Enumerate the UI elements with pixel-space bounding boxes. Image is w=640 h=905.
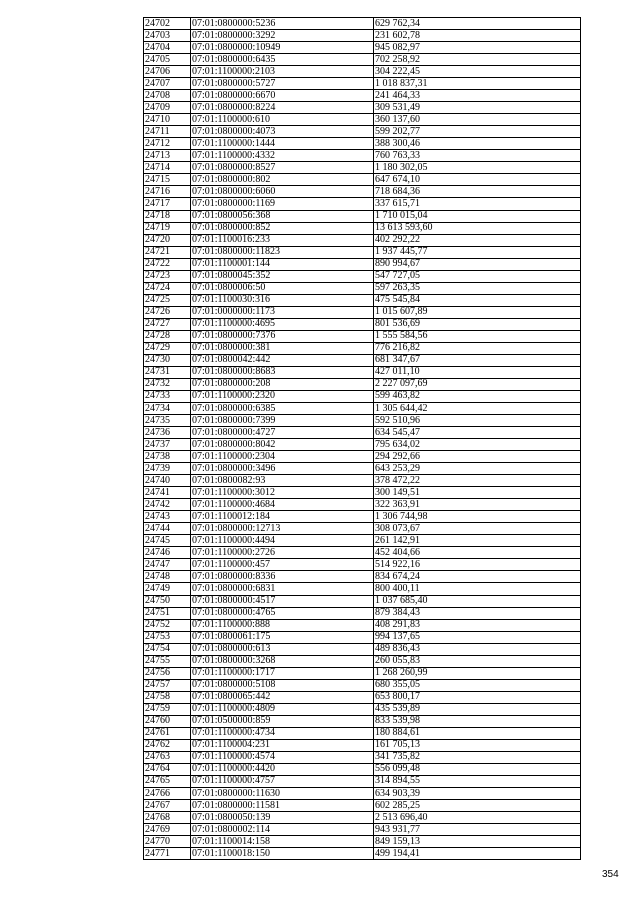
value-cell: 634 545,47 (374, 427, 581, 439)
value-cell: 161 705,13 (374, 739, 581, 751)
row-number-cell: 24708 (144, 90, 191, 102)
value-cell: 408 291,83 (374, 619, 581, 631)
value-cell: 634 903,39 (374, 788, 581, 800)
value-cell: 879 384,43 (374, 607, 581, 619)
cadastral-number-cell: 07:01:0800000:613 (191, 643, 374, 655)
cadastral-number-cell: 07:01:1100000:3012 (191, 487, 374, 499)
row-number-cell: 24766 (144, 788, 191, 800)
cadastral-number-cell: 07:01:0800045:352 (191, 270, 374, 282)
row-number-cell: 24727 (144, 318, 191, 330)
row-number-cell: 24744 (144, 523, 191, 535)
row-number-cell: 24733 (144, 390, 191, 402)
row-number-cell: 24713 (144, 150, 191, 162)
table-row (144, 559, 581, 571)
value-cell: 261 142,91 (374, 535, 581, 547)
row-number-cell: 24721 (144, 246, 191, 258)
table-row (144, 775, 581, 787)
cadastral-number-cell: 07:01:1100000:2320 (191, 390, 374, 402)
cadastral-number-cell: 07:01:0800000:8527 (191, 162, 374, 174)
row-number-cell: 24702 (144, 18, 191, 30)
table-row (144, 788, 581, 800)
value-cell: 1 937 445,77 (374, 246, 581, 258)
value-cell: 834 674,24 (374, 571, 581, 583)
table-row (144, 727, 581, 739)
row-number-cell: 24719 (144, 222, 191, 234)
value-cell: 514 922,16 (374, 559, 581, 571)
row-number-cell: 24735 (144, 415, 191, 427)
table-row (144, 631, 581, 643)
cadastral-number-cell: 07:01:0800000:11581 (191, 800, 374, 812)
value-cell: 945 082,97 (374, 42, 581, 54)
value-cell: 592 510,96 (374, 415, 581, 427)
cadastral-number-cell: 07:01:0800000:3292 (191, 30, 374, 42)
cadastral-number-cell: 07:01:1100000:4695 (191, 318, 374, 330)
cadastral-number-cell: 07:01:1100000:2726 (191, 547, 374, 559)
cadastral-number-cell: 07:01:1100000:1717 (191, 667, 374, 679)
table-row (144, 102, 581, 114)
table-row (144, 607, 581, 619)
row-number-cell: 24758 (144, 691, 191, 703)
table-row (144, 174, 581, 186)
row-number-cell: 24711 (144, 126, 191, 138)
table-row (144, 90, 581, 102)
row-number-cell: 24722 (144, 258, 191, 270)
cadastral-number-cell: 07:01:0800000:10949 (191, 42, 374, 54)
cadastral-number-cell: 07:01:0800000:7376 (191, 330, 374, 342)
cadastral-number-cell: 07:01:1100000:4757 (191, 775, 374, 787)
cadastral-number-cell: 07:01:1100000:4494 (191, 535, 374, 547)
cadastral-number-cell: 07:01:0800000:4517 (191, 595, 374, 607)
table-row (144, 30, 581, 42)
row-number-cell: 24754 (144, 643, 191, 655)
value-cell: 943 931,77 (374, 824, 581, 836)
row-number-cell: 24771 (144, 848, 191, 860)
table-row (144, 330, 581, 342)
cadastral-number-cell: 07:01:0800000:6670 (191, 90, 374, 102)
value-cell: 300 149,51 (374, 487, 581, 499)
value-cell: 489 836,43 (374, 643, 581, 655)
table-row (144, 583, 581, 595)
cadastral-number-cell: 07:01:0800002:114 (191, 824, 374, 836)
row-number-cell: 24731 (144, 366, 191, 378)
row-number-cell: 24757 (144, 679, 191, 691)
table-row (144, 366, 581, 378)
value-cell: 833 539,98 (374, 715, 581, 727)
value-cell: 231 602,78 (374, 30, 581, 42)
row-number-cell: 24736 (144, 427, 191, 439)
value-cell: 795 634,02 (374, 439, 581, 451)
table-row (144, 198, 581, 210)
cadastral-number-cell: 07:01:0800000:4073 (191, 126, 374, 138)
row-number-cell: 24748 (144, 571, 191, 583)
table-row (144, 812, 581, 824)
table-row (144, 667, 581, 679)
row-number-cell: 24729 (144, 342, 191, 354)
row-number-cell: 24768 (144, 812, 191, 824)
table-row (144, 523, 581, 535)
row-number-cell: 24732 (144, 378, 191, 390)
row-number-cell: 24763 (144, 751, 191, 763)
row-number-cell: 24717 (144, 198, 191, 210)
row-number-cell: 24723 (144, 270, 191, 282)
table-row (144, 342, 581, 354)
value-cell: 629 762,34 (374, 18, 581, 30)
table-row (144, 643, 581, 655)
cadastral-number-cell: 07:01:0800050:139 (191, 812, 374, 824)
table-row (144, 54, 581, 66)
table-row (144, 595, 581, 607)
cadastral-number-cell: 07:01:1100000:2103 (191, 66, 374, 78)
row-number-cell: 24756 (144, 667, 191, 679)
value-cell: 602 285,25 (374, 800, 581, 812)
row-number-cell: 24741 (144, 487, 191, 499)
cadastral-number-cell: 07:01:1100000:457 (191, 559, 374, 571)
table-row (144, 511, 581, 523)
cadastral-number-cell: 07:01:0800000:4727 (191, 427, 374, 439)
value-cell: 360 137,60 (374, 114, 581, 126)
value-cell: 681 347,67 (374, 354, 581, 366)
table-row (144, 848, 581, 860)
table-row (144, 126, 581, 138)
row-number-cell: 24737 (144, 439, 191, 451)
cadastral-number-cell: 07:01:0800000:6435 (191, 54, 374, 66)
table-row (144, 475, 581, 487)
cadastral-number-cell: 07:01:1100001:144 (191, 258, 374, 270)
row-number-cell: 24745 (144, 535, 191, 547)
row-number-cell: 24769 (144, 824, 191, 836)
table-row (144, 234, 581, 246)
cadastral-number-cell: 07:01:1100000:4809 (191, 703, 374, 715)
cadastral-number-cell: 07:01:0800000:5727 (191, 78, 374, 90)
row-number-cell: 24760 (144, 715, 191, 727)
value-cell: 402 292,22 (374, 234, 581, 246)
table-row (144, 138, 581, 150)
table-row (144, 306, 581, 318)
row-number-cell: 24703 (144, 30, 191, 42)
table-row (144, 162, 581, 174)
cadastral-number-cell: 07:01:0800082:93 (191, 475, 374, 487)
cadastral-number-cell: 07:01:0800000:3496 (191, 463, 374, 475)
table-row (144, 78, 581, 90)
row-number-cell: 24751 (144, 607, 191, 619)
cadastral-number-cell: 07:01:0800000:11823 (191, 246, 374, 258)
cadastral-number-cell: 07:01:1100000:4332 (191, 150, 374, 162)
value-cell: 304 222,45 (374, 66, 581, 78)
value-cell: 776 216,82 (374, 342, 581, 354)
table-row (144, 715, 581, 727)
cadastral-number-cell: 07:01:0800042:442 (191, 354, 374, 366)
value-cell: 556 099,48 (374, 763, 581, 775)
row-number-cell: 24764 (144, 763, 191, 775)
cadastral-number-cell: 07:01:0800000:381 (191, 342, 374, 354)
table-row (144, 535, 581, 547)
table-row (144, 258, 581, 270)
table-row (144, 487, 581, 499)
value-cell: 597 263,35 (374, 282, 581, 294)
row-number-cell: 24705 (144, 54, 191, 66)
table-row (144, 210, 581, 222)
row-number-cell: 24749 (144, 583, 191, 595)
value-cell: 801 536,69 (374, 318, 581, 330)
row-number-cell: 24747 (144, 559, 191, 571)
value-cell: 1 037 685,40 (374, 595, 581, 607)
row-number-cell: 24734 (144, 403, 191, 415)
table-row (144, 246, 581, 258)
value-cell: 890 994,67 (374, 258, 581, 270)
table-row (144, 282, 581, 294)
cadastral-number-cell: 07:01:0800000:5236 (191, 18, 374, 30)
row-number-cell: 24746 (144, 547, 191, 559)
table-row (144, 427, 581, 439)
value-cell: 322 363,91 (374, 499, 581, 511)
table-row (144, 836, 581, 848)
cadastral-number-cell: 07:01:0800000:6831 (191, 583, 374, 595)
cadastral-number-cell: 07:01:0800000:802 (191, 174, 374, 186)
value-cell: 599 463,82 (374, 390, 581, 402)
cadastral-number-cell: 07:01:1100004:231 (191, 739, 374, 751)
row-number-cell: 24762 (144, 739, 191, 751)
row-number-cell: 24765 (144, 775, 191, 787)
value-cell: 2 227 097,69 (374, 378, 581, 390)
cadastral-number-cell: 07:01:0800000:6385 (191, 403, 374, 415)
value-cell: 653 800,17 (374, 691, 581, 703)
cadastral-number-cell: 07:01:0800000:208 (191, 378, 374, 390)
row-number-cell: 24712 (144, 138, 191, 150)
row-number-cell: 24714 (144, 162, 191, 174)
table-row (144, 800, 581, 812)
table-row (144, 150, 581, 162)
cadastral-number-cell: 07:01:1100000:1444 (191, 138, 374, 150)
value-cell: 599 202,77 (374, 126, 581, 138)
table-row (144, 294, 581, 306)
row-number-cell: 24739 (144, 463, 191, 475)
value-cell: 388 300,46 (374, 138, 581, 150)
cadastral-number-cell: 07:01:0800000:8042 (191, 439, 374, 451)
value-cell: 1 710 015,04 (374, 210, 581, 222)
table-row (144, 403, 581, 415)
cadastral-number-cell: 07:01:1100000:4420 (191, 763, 374, 775)
value-cell: 849 159,13 (374, 836, 581, 848)
cadastral-number-cell: 07:01:0800061:175 (191, 631, 374, 643)
table-row (144, 499, 581, 511)
data-table (143, 17, 581, 860)
value-cell: 499 194,41 (374, 848, 581, 860)
table-row (144, 222, 581, 234)
row-number-cell: 24716 (144, 186, 191, 198)
row-number-cell: 24752 (144, 619, 191, 631)
value-cell: 180 884,61 (374, 727, 581, 739)
value-cell: 452 404,66 (374, 547, 581, 559)
cadastral-number-cell: 07:01:1100030:316 (191, 294, 374, 306)
table-row (144, 547, 581, 559)
row-number-cell: 24759 (144, 703, 191, 715)
value-cell: 800 400,11 (374, 583, 581, 595)
value-cell: 241 464,33 (374, 90, 581, 102)
cadastral-number-cell: 07:01:0500000:859 (191, 715, 374, 727)
row-number-cell: 24710 (144, 114, 191, 126)
value-cell: 994 137,65 (374, 631, 581, 643)
table-row (144, 751, 581, 763)
table-row (144, 463, 581, 475)
cadastral-number-cell: 07:01:0800000:7399 (191, 415, 374, 427)
table-row (144, 439, 581, 451)
cadastral-number-cell: 07:01:1100000:2304 (191, 451, 374, 463)
row-number-cell: 24718 (144, 210, 191, 222)
value-cell: 647 674,10 (374, 174, 581, 186)
row-number-cell: 24738 (144, 451, 191, 463)
value-cell: 643 253,29 (374, 463, 581, 475)
value-cell: 1 306 744,98 (374, 511, 581, 523)
value-cell: 337 615,71 (374, 198, 581, 210)
table-row (144, 679, 581, 691)
row-number-cell: 24730 (144, 354, 191, 366)
row-number-cell: 24709 (144, 102, 191, 114)
value-cell: 378 472,22 (374, 475, 581, 487)
cadastral-number-cell: 07:01:0800000:12713 (191, 523, 374, 535)
value-cell: 427 011,10 (374, 366, 581, 378)
value-cell: 702 258,92 (374, 54, 581, 66)
cadastral-number-cell: 07:01:0800065:442 (191, 691, 374, 703)
table-row (144, 186, 581, 198)
table-row (144, 619, 581, 631)
value-cell: 760 763,33 (374, 150, 581, 162)
value-cell: 475 545,84 (374, 294, 581, 306)
row-number-cell: 24720 (144, 234, 191, 246)
row-number-cell: 24726 (144, 306, 191, 318)
value-cell: 294 292,66 (374, 451, 581, 463)
row-number-cell: 24750 (144, 595, 191, 607)
table-row (144, 691, 581, 703)
value-cell: 341 735,82 (374, 751, 581, 763)
value-cell: 308 073,67 (374, 523, 581, 535)
table-row (144, 354, 581, 366)
table-row (144, 42, 581, 54)
cadastral-number-cell: 07:01:1100016:233 (191, 234, 374, 246)
table-row (144, 655, 581, 667)
row-number-cell: 24742 (144, 499, 191, 511)
table-row (144, 66, 581, 78)
cadastral-number-cell: 07:01:0800006:50 (191, 282, 374, 294)
cadastral-number-cell: 07:01:1100000:4734 (191, 727, 374, 739)
cadastral-number-cell: 07:01:0000000:1173 (191, 306, 374, 318)
value-cell: 1 180 302,05 (374, 162, 581, 174)
cadastral-number-cell: 07:01:0800000:8224 (191, 102, 374, 114)
cadastral-number-cell: 07:01:0800000:4765 (191, 607, 374, 619)
value-cell: 13 613 593,60 (374, 222, 581, 234)
table-row (144, 824, 581, 836)
row-number-cell: 24770 (144, 836, 191, 848)
table-row (144, 451, 581, 463)
value-cell: 435 539,89 (374, 703, 581, 715)
table-row (144, 390, 581, 402)
row-number-cell: 24725 (144, 294, 191, 306)
cadastral-number-cell: 07:01:0800000:1169 (191, 198, 374, 210)
row-number-cell: 24707 (144, 78, 191, 90)
table-row (144, 415, 581, 427)
value-cell: 309 531,49 (374, 102, 581, 114)
row-number-cell: 24753 (144, 631, 191, 643)
table-row (144, 270, 581, 282)
cadastral-number-cell: 07:01:1100000:4684 (191, 499, 374, 511)
table-row (144, 114, 581, 126)
cadastral-number-cell: 07:01:1100000:888 (191, 619, 374, 631)
cadastral-number-cell: 07:01:0800000:8683 (191, 366, 374, 378)
row-number-cell: 24743 (144, 511, 191, 523)
table-row (144, 318, 581, 330)
value-cell: 260 055,83 (374, 655, 581, 667)
value-cell: 547 727,05 (374, 270, 581, 282)
table-row (144, 378, 581, 390)
value-cell: 2 513 696,40 (374, 812, 581, 824)
table-row (144, 703, 581, 715)
value-cell: 1 305 644,42 (374, 403, 581, 415)
cadastral-number-cell: 07:01:1100014:158 (191, 836, 374, 848)
cadastral-number-cell: 07:01:1100000:610 (191, 114, 374, 126)
row-number-cell: 24706 (144, 66, 191, 78)
cadastral-number-cell: 07:01:1100012:184 (191, 511, 374, 523)
table-row (144, 571, 581, 583)
row-number-cell: 24728 (144, 330, 191, 342)
cadastral-number-cell: 07:01:0800000:5108 (191, 679, 374, 691)
cadastral-number-cell: 07:01:0800000:3268 (191, 655, 374, 667)
cadastral-number-cell: 07:01:0800000:8336 (191, 571, 374, 583)
value-cell: 1 555 584,56 (374, 330, 581, 342)
cadastral-number-cell: 07:01:1100018:150 (191, 848, 374, 860)
value-cell: 680 355,05 (374, 679, 581, 691)
cadastral-number-cell: 07:01:0800056:368 (191, 210, 374, 222)
cadastral-number-cell: 07:01:0800000:6060 (191, 186, 374, 198)
row-number-cell: 24755 (144, 655, 191, 667)
table-row (144, 763, 581, 775)
value-cell: 1 268 260,99 (374, 667, 581, 679)
value-cell: 314 894,55 (374, 775, 581, 787)
table-row (144, 18, 581, 30)
cadastral-number-cell: 07:01:0800000:852 (191, 222, 374, 234)
row-number-cell: 24740 (144, 475, 191, 487)
cadastral-number-cell: 07:01:0800000:11630 (191, 788, 374, 800)
value-cell: 1 015 607,89 (374, 306, 581, 318)
cadastral-number-cell: 07:01:1100000:4574 (191, 751, 374, 763)
value-cell: 718 684,36 (374, 186, 581, 198)
value-cell: 1 018 837,31 (374, 78, 581, 90)
row-number-cell: 24715 (144, 174, 191, 186)
table-body (144, 18, 581, 860)
table-row (144, 739, 581, 751)
row-number-cell: 24767 (144, 800, 191, 812)
row-number-cell: 24761 (144, 727, 191, 739)
row-number-cell: 24724 (144, 282, 191, 294)
page-number: 354 (602, 869, 619, 880)
row-number-cell: 24704 (144, 42, 191, 54)
